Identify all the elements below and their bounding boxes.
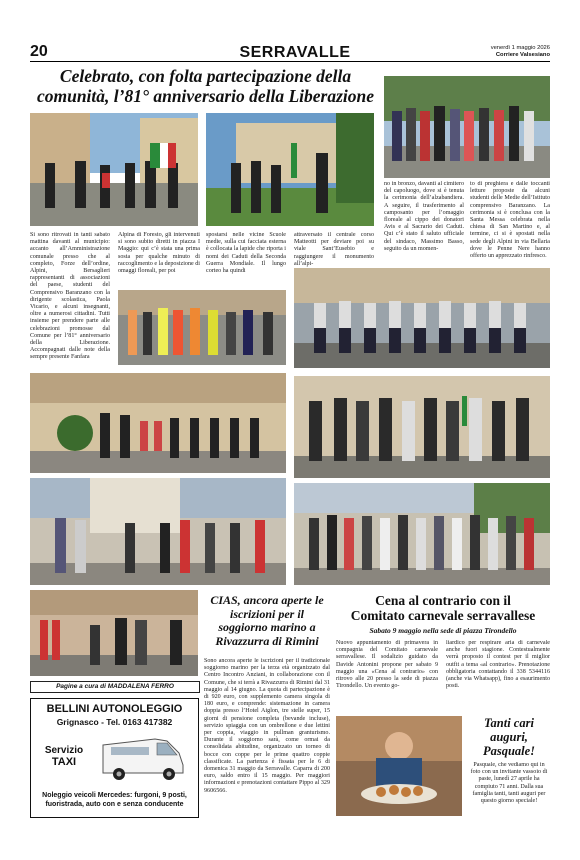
ad-phone: Grignasco - Tel. 0163 417382 [56,717,173,727]
page-credit: Pagine a cura di MADDALENA FERRO [30,681,200,693]
photo-monument-wreath [206,113,374,226]
section-title: SERRAVALLE [239,44,351,61]
issue-date: venerdì 1 maggio 2026 [490,45,550,51]
photo-ceremony-flag [30,113,198,226]
page-number: 20 [30,43,48,60]
photo-civil-protection [118,290,286,365]
main-headline-line1: Celebrato, con folta partecipazione della [59,66,352,86]
photo-square-ceremony [30,373,286,473]
main-article-col2: Alpina di Foresto, gli intervenuti si sono subito diretti in piazza I Maggio: qui c’è stata una prima sosta per qualche minuto di raccoglimento e la deposizione di omaggi floreali, per poi [118,232,200,275]
main-headline [28,66,383,106]
ad-service-line1: Servizio [44,745,84,756]
cena-subhead: Sabato 9 maggio nella sede di piazza Tirondello [369,626,517,635]
cena-headline-line1: Cena al contrario con il [375,593,511,608]
cias-headline: CIAS, ancora aperte le iscrizioni per il soggiorno marino a Rivazzurra di Rimini [210,593,324,648]
ad-service-line2: TAXI [51,756,77,768]
auguri-body: Pasquale, che vediamo qui in foto con un invitante vassoio di paste, lunedì 27 aprile ha compiuto 71 anni. Dalla sua famiglia tanti, tanti auguri per questo giorno speciale! [470,762,548,805]
photo-cemetery-crowd [294,483,550,585]
photo-band-march [294,268,550,368]
photo-street-parade [30,590,198,676]
cena-headline [336,593,550,623]
main-article-col5: no in bronzo, davanti al cimitero del capoluogo, dove si è tenuta la cerimonia dell’alzabandiera. A seguire, il trasferimento al camposanto per l’omaggio floreale al cippo dei donatori Avis e al Sacrario dei Caduti. Qui c’è stato il saluto ufficiale del sindaco, Massimo Basso, seguito da un momen- [384,181,464,252]
header-rule [30,61,550,62]
auguri-headline: Tanti cari auguri, Pasquale! [482,716,536,758]
ad-title: BELLINI AUTONOLEGGIO [46,703,183,715]
photo-students-group [384,76,550,178]
ad-footer-line1: Noleggio veicoli Mercedes: furgoni, 9 posti, [42,792,187,799]
van-icon [97,731,189,783]
cena-col2: liardico per respirare aria di carnevale anche fuori stagione. Contestualmente verrà proposto il contest per il miglior outfit a tema «al contrario». Prenotazione obbligatoria contattando il 338 5344116 (anche via Whatsapp), fino a esaurimento posti. [446,640,550,690]
main-article-col6: to di preghiera e dalle toccanti letture proposte da alcuni studenti delle Medie dell’Istituto comprensivo Baranzano. La cerimonia si è conclusa con la Santa Messa celebrata nella chiesa di San Martino e, al termine, ci si è spostati nella sede degli Alpini in via Bellaria dove le Penne Nere hanno offerto un apprezzato rinfresco. [470,181,550,260]
main-article-col3: spostarsi nelle vicine Scuole medie, sulla cui facciata esterna è collocata la lapide che riporta i nomi dei Caduti della Seconda Guerra Mondiale. Il lungo corteo ha quindi [206,232,286,275]
main-article-col4: attraversato il centrale corso Matteotti per deviare poi su viale Sant’Eusebio e raggiungere il monumento all’alpi- [294,232,374,267]
main-article-col1: Si sono ritrovati in tanti sabato mattina davanti al municipio: accanto all’Amministrazione comunale presso che al completo, Forze dell’ordine, Alpini, Bersaglieri rappresentanti di associazioni del paese, studenti del Comprensivo Baranzano con la dirigente scolastica, Paola Vicario, e alcuni insegnanti, oltre a numerosi cittadini. Tutti insieme per prendere parte alle celebrazioni promosse dal Comune per l’81° anniversario della Liberazione. Accompagnati dalle note della sempre presente Fanfara [30,232,110,361]
photo-authorities [294,376,550,478]
cias-body: Sono ancora aperte le iscrizioni per il tradizionale soggiorno marino per la terza età organizzato dal Centro Incontro Anziani, in collaborazione con il Comune, che si terrà a Rivazzurra di Rimini dal 31 maggio al 14 giugno. La quota di partecipazione è di 920 euro, con supplemento camera singola di 180 euro, e comprende: sistemazione in camera doppia presso l’Hotel Aiglon, tre stelle super, 15 giorni di pensione completa (bevande incluse), servizio spiaggia con un ombrellone e due lettini per coppia, viaggio in pullman granturismo. Durante il soggiorno sarà, come ormai da consolidata abitudine, organizzato un torneo di bocce con coppe per le prime quattro coppie classificate. La partenza è fissata per le 6 di domenica 31 maggio da Serravalle. Caparra di 200 euro, saldo entro il 15 maggio. Per maggiori informazioni e prenotazioni contattare Pippo al 329 9606566. [204,658,330,794]
ad-footer [31,791,198,809]
publication-name: Corriere Valsesiano [495,52,550,58]
cena-headline-line2: Comitato carnevale serravallese [350,608,536,623]
bellini-ad [30,698,199,818]
ad-service [39,745,89,768]
photo-school-crowd [30,478,286,585]
ad-footer-line2: fuoristrada, auto con e senza conducente [45,801,184,808]
photo-pasquale [336,716,462,816]
main-headline-line2: comunità, l’81° anniversario della Liberazione [36,86,375,106]
cena-col1: Nuovo appuntamento di primavera in compagnia del Comitato carnevale serravallese. Il sodalizio guidato da Davide Antonini propone per sabato 9 maggio una «Cena al contrario» con ritrovo alle 20 presso la sede di piazza Tirondello. Un evento go- [336,640,438,690]
